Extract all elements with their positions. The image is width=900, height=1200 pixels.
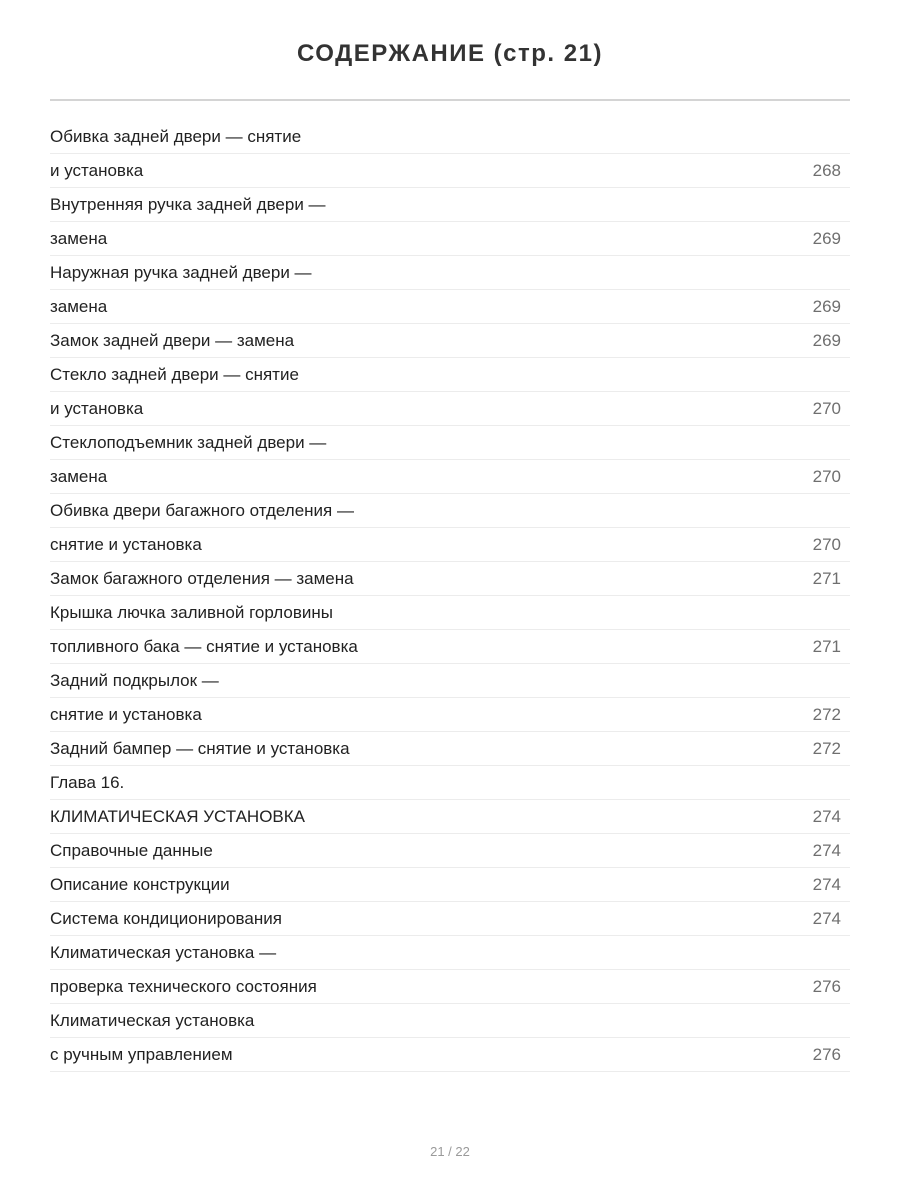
toc-entry	[50, 970, 850, 1004]
toc-entry-text: замена	[50, 228, 108, 248]
toc-entry-text: Наружная ручка задней двери —	[50, 262, 312, 282]
toc-entry	[50, 936, 850, 970]
toc-entry-page-number: 269	[812, 330, 841, 350]
toc-entry-text: Глава 16.	[50, 772, 125, 792]
toc-entry	[50, 596, 850, 630]
toc-entry-text: с ручным управлением	[50, 1044, 233, 1064]
toc-entry	[50, 664, 850, 698]
toc-entry-text: Внутренняя ручка задней двери —	[50, 194, 326, 214]
toc-entry	[50, 188, 850, 222]
toc-entry-text: Замок задней двери — замена	[50, 330, 295, 350]
toc-entry-page-number: 269	[812, 228, 841, 248]
toc-entry	[50, 154, 850, 188]
toc-entry	[50, 902, 850, 936]
toc-entry-text: и установка	[50, 398, 144, 418]
toc-entry	[50, 800, 850, 834]
toc-entry	[50, 766, 850, 800]
toc-entry-page-number: 270	[812, 398, 841, 418]
toc-entry-text: Крышка лючка заливной горловины	[50, 602, 333, 622]
toc-entry	[50, 494, 850, 528]
table-of-contents	[50, 120, 850, 1072]
toc-entry-page-number: 271	[812, 636, 841, 656]
toc-entry-page-number: 271	[812, 568, 841, 588]
toc-entry-text: Климатическая установка —	[50, 942, 277, 962]
toc-entry	[50, 222, 850, 256]
toc-entry	[50, 630, 850, 664]
toc-entry-text: проверка технического состояния	[50, 976, 317, 996]
toc-entry	[50, 256, 850, 290]
toc-entry	[50, 528, 850, 562]
toc-entry-text: Задний подкрылок —	[50, 670, 219, 690]
toc-entry-page-number: 270	[812, 466, 841, 486]
toc-entry	[50, 120, 850, 154]
toc-entry-text: Обивка задней двери — снятие	[50, 126, 302, 146]
page-counter: 21 / 22	[430, 1144, 470, 1159]
toc-entry-page-number: 270	[812, 534, 841, 554]
toc-entry-text: Задний бампер — снятие и установка	[50, 738, 350, 758]
toc-entry-text: Климатическая установка	[50, 1010, 255, 1030]
toc-entry-page-number: 268	[812, 160, 841, 180]
toc-entry-text: замена	[50, 296, 108, 316]
toc-entry-text: КЛИМАТИЧЕСКАЯ УСТАНОВКА	[50, 806, 305, 826]
toc-entry	[50, 1038, 850, 1072]
page-title: СОДЕРЖАНИЕ (стр. 21)	[297, 40, 603, 67]
toc-entry-page-number: 276	[812, 1044, 841, 1064]
toc-entry	[50, 732, 850, 766]
toc-entry-page-number: 272	[812, 704, 841, 724]
toc-entry-text: Справочные данные	[50, 840, 213, 860]
toc-entry-page-number: 269	[812, 296, 841, 316]
toc-entry-page-number: 274	[812, 840, 841, 860]
toc-entry-text: Система кондиционирования	[50, 908, 282, 928]
toc-entry-text: и установка	[50, 160, 144, 180]
toc-entry-text: Замок багажного отделения — замена	[50, 568, 354, 588]
toc-entry	[50, 324, 850, 358]
toc-entry-text: замена	[50, 466, 108, 486]
toc-entry	[50, 1004, 850, 1038]
toc-entry-page-number: 274	[812, 806, 841, 826]
toc-entry	[50, 562, 850, 596]
toc-entry-page-number: 274	[812, 874, 841, 894]
toc-entry-page-number: 274	[812, 908, 841, 928]
toc-entry	[50, 426, 850, 460]
toc-entry-text: Стеклоподъемник задней двери —	[50, 432, 327, 452]
toc-entry-text: снятие и установка	[50, 704, 202, 724]
toc-entry	[50, 392, 850, 426]
toc-entry-text: Стекло задней двери — снятие	[50, 364, 299, 384]
toc-entry	[50, 358, 850, 392]
title-divider	[50, 99, 850, 101]
toc-entry-text: Обивка двери багажного отделения —	[50, 500, 354, 520]
toc-entry-text: Описание конструкции	[50, 874, 230, 894]
toc-entry-text: топливного бака — снятие и установка	[50, 636, 358, 656]
toc-entry	[50, 698, 850, 732]
toc-entry	[50, 868, 850, 902]
toc-entry-page-number: 272	[812, 738, 841, 758]
toc-entry	[50, 834, 850, 868]
toc-entry-text: снятие и установка	[50, 534, 202, 554]
toc-entry-page-number: 276	[812, 976, 841, 996]
toc-entry	[50, 290, 850, 324]
toc-entry	[50, 460, 850, 494]
